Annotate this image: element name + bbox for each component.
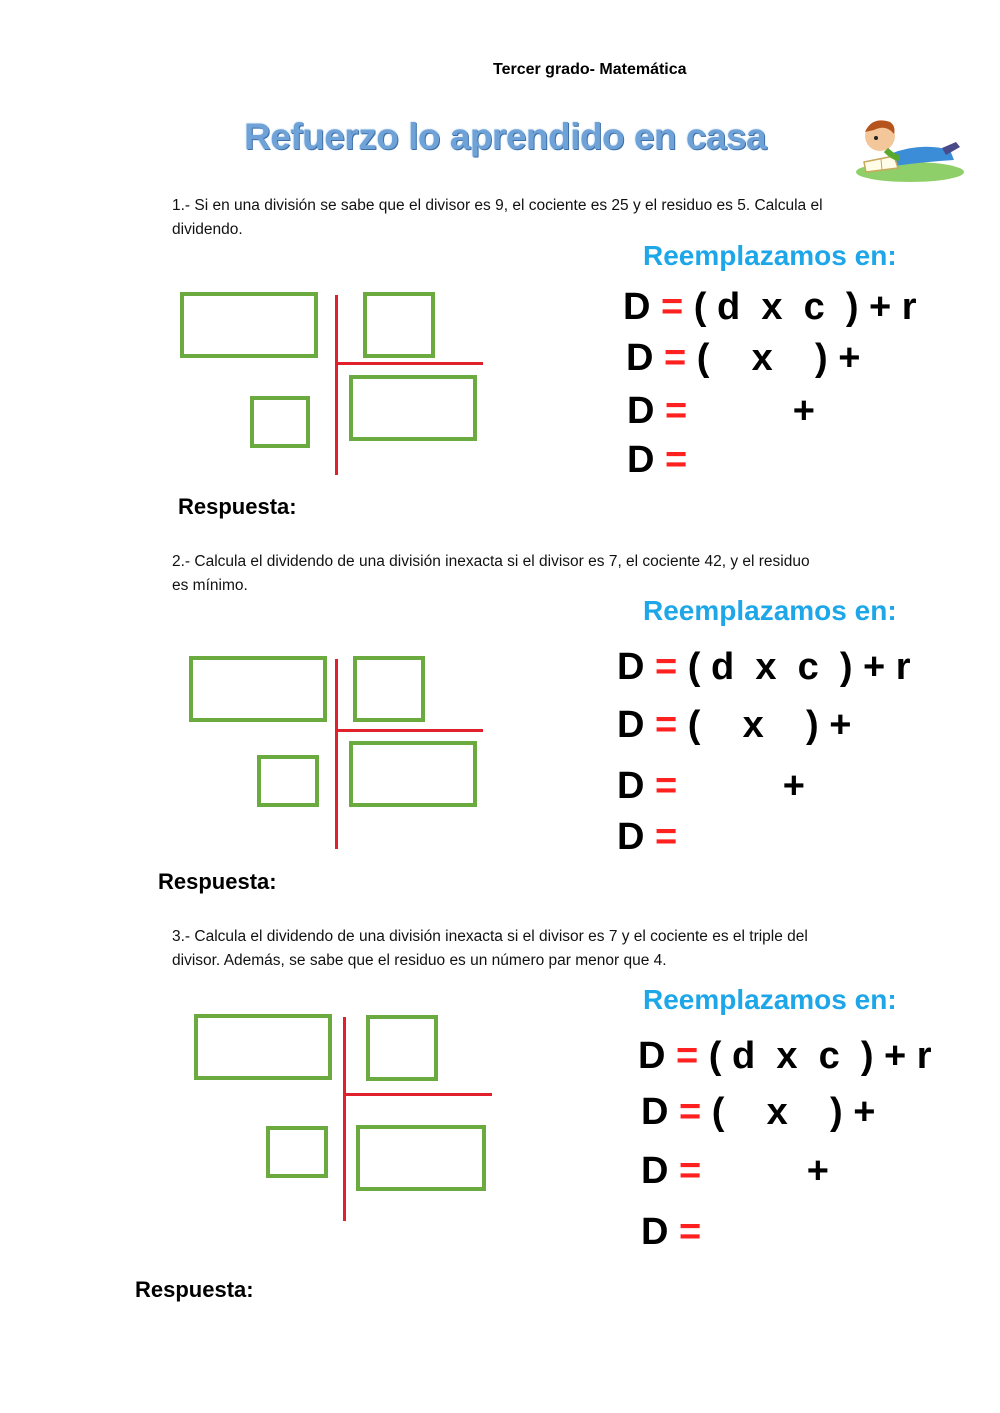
problem-1-reemplazamos: Reemplazamos en: <box>643 240 897 271</box>
eq-equals: = <box>679 1091 702 1133</box>
eq-rest: ( x ) + <box>677 704 852 746</box>
equation-line-2 <box>641 1093 875 1131</box>
eq-rest: ( x ) + <box>686 337 861 379</box>
equation-line-3 <box>617 767 805 805</box>
eq-d: D <box>626 337 654 379</box>
division-vertical-line <box>335 295 338 475</box>
eq-rest: ( d x c ) + r <box>683 286 917 328</box>
quotient-box[interactable] <box>356 1125 486 1191</box>
problem-3-line-1: 3.- Calcula el dividendo de una división inexacta si el divisor es 7 y el cociente es el triple del <box>172 928 808 945</box>
page-title: Refuerzo lo aprendido en casa <box>244 116 767 157</box>
problem-1-line-2: dividendo. <box>172 221 243 238</box>
dividend-box[interactable] <box>194 1014 332 1080</box>
eq-d: D <box>627 439 655 481</box>
eq-d: D <box>641 1091 669 1133</box>
divisor-box[interactable] <box>353 656 425 722</box>
eq-d: D <box>617 646 645 688</box>
equation-line-4 <box>641 1213 701 1251</box>
division-vertical-line <box>343 1017 346 1221</box>
problem-3-respuesta: Respuesta: <box>135 1277 254 1302</box>
quotient-box[interactable] <box>349 741 477 807</box>
remainder-box[interactable] <box>250 396 310 448</box>
remainder-box[interactable] <box>257 755 319 807</box>
problem-2-text <box>172 550 872 598</box>
eq-d: D <box>617 816 645 858</box>
eq-rest: + <box>701 1150 829 1192</box>
equation-line-1 <box>638 1037 932 1075</box>
problem-2-respuesta: Respuesta: <box>158 869 277 894</box>
equation-line-3 <box>627 392 815 430</box>
eq-equals: = <box>665 439 688 481</box>
eq-rest: ( d x c ) + r <box>677 646 911 688</box>
problem-1-text <box>172 194 872 242</box>
problem-3-text <box>172 925 872 973</box>
division-horizontal-line <box>335 362 483 365</box>
equation-line-1 <box>623 288 917 326</box>
problem-1-line-1: 1.- Si en una división se sabe que el divisor es 9, el cociente es 25 y el residuo es 5. Calcula el <box>172 197 823 214</box>
dividend-box[interactable] <box>189 656 327 722</box>
quotient-box[interactable] <box>349 375 477 441</box>
eq-equals: = <box>679 1211 702 1253</box>
page-header: Tercer grado- Matemática <box>493 61 687 78</box>
division-horizontal-line <box>343 1093 492 1096</box>
eq-d: D <box>617 765 645 807</box>
eq-rest: ( d x c ) + r <box>698 1035 932 1077</box>
child-reading-book-icon <box>850 112 965 184</box>
equation-line-2 <box>617 706 851 744</box>
division-vertical-line <box>335 659 338 849</box>
division-horizontal-line <box>335 729 483 732</box>
eq-d: D <box>641 1150 669 1192</box>
eq-d: D <box>638 1035 666 1077</box>
equation-line-3 <box>641 1152 829 1190</box>
eq-d: D <box>627 390 655 432</box>
problem-2-line-1: 2.- Calcula el dividendo de una división inexacta si el divisor es 7, el cociente 42, y el residuo <box>172 553 810 570</box>
problem-1-respuesta: Respuesta: <box>178 494 297 519</box>
eq-d: D <box>623 286 651 328</box>
eq-equals: = <box>655 816 678 858</box>
eq-d: D <box>617 704 645 746</box>
problem-3-reemplazamos: Reemplazamos en: <box>643 984 897 1015</box>
eq-rest: + <box>677 765 805 807</box>
divisor-box[interactable] <box>363 292 435 358</box>
equation-line-4 <box>617 818 677 856</box>
eq-equals: = <box>655 646 678 688</box>
eq-equals: = <box>655 765 678 807</box>
eq-equals: = <box>676 1035 699 1077</box>
remainder-box[interactable] <box>266 1126 328 1178</box>
eq-equals: = <box>664 337 687 379</box>
eq-equals: = <box>661 286 684 328</box>
problem-2-reemplazamos: Reemplazamos en: <box>643 595 897 626</box>
eq-equals: = <box>665 390 688 432</box>
eq-rest: ( x ) + <box>701 1091 876 1133</box>
dividend-box[interactable] <box>180 292 318 358</box>
equation-line-2 <box>626 339 860 377</box>
equation-line-4 <box>627 441 687 479</box>
eq-rest: + <box>687 390 815 432</box>
eq-equals: = <box>679 1150 702 1192</box>
eq-equals: = <box>655 704 678 746</box>
problem-3-line-2: divisor. Además, se sabe que el residuo es un número par menor que 4. <box>172 952 667 969</box>
equation-line-1 <box>617 648 911 686</box>
divisor-box[interactable] <box>366 1015 438 1081</box>
problem-2-line-2: es mínimo. <box>172 577 248 594</box>
eq-d: D <box>641 1211 669 1253</box>
